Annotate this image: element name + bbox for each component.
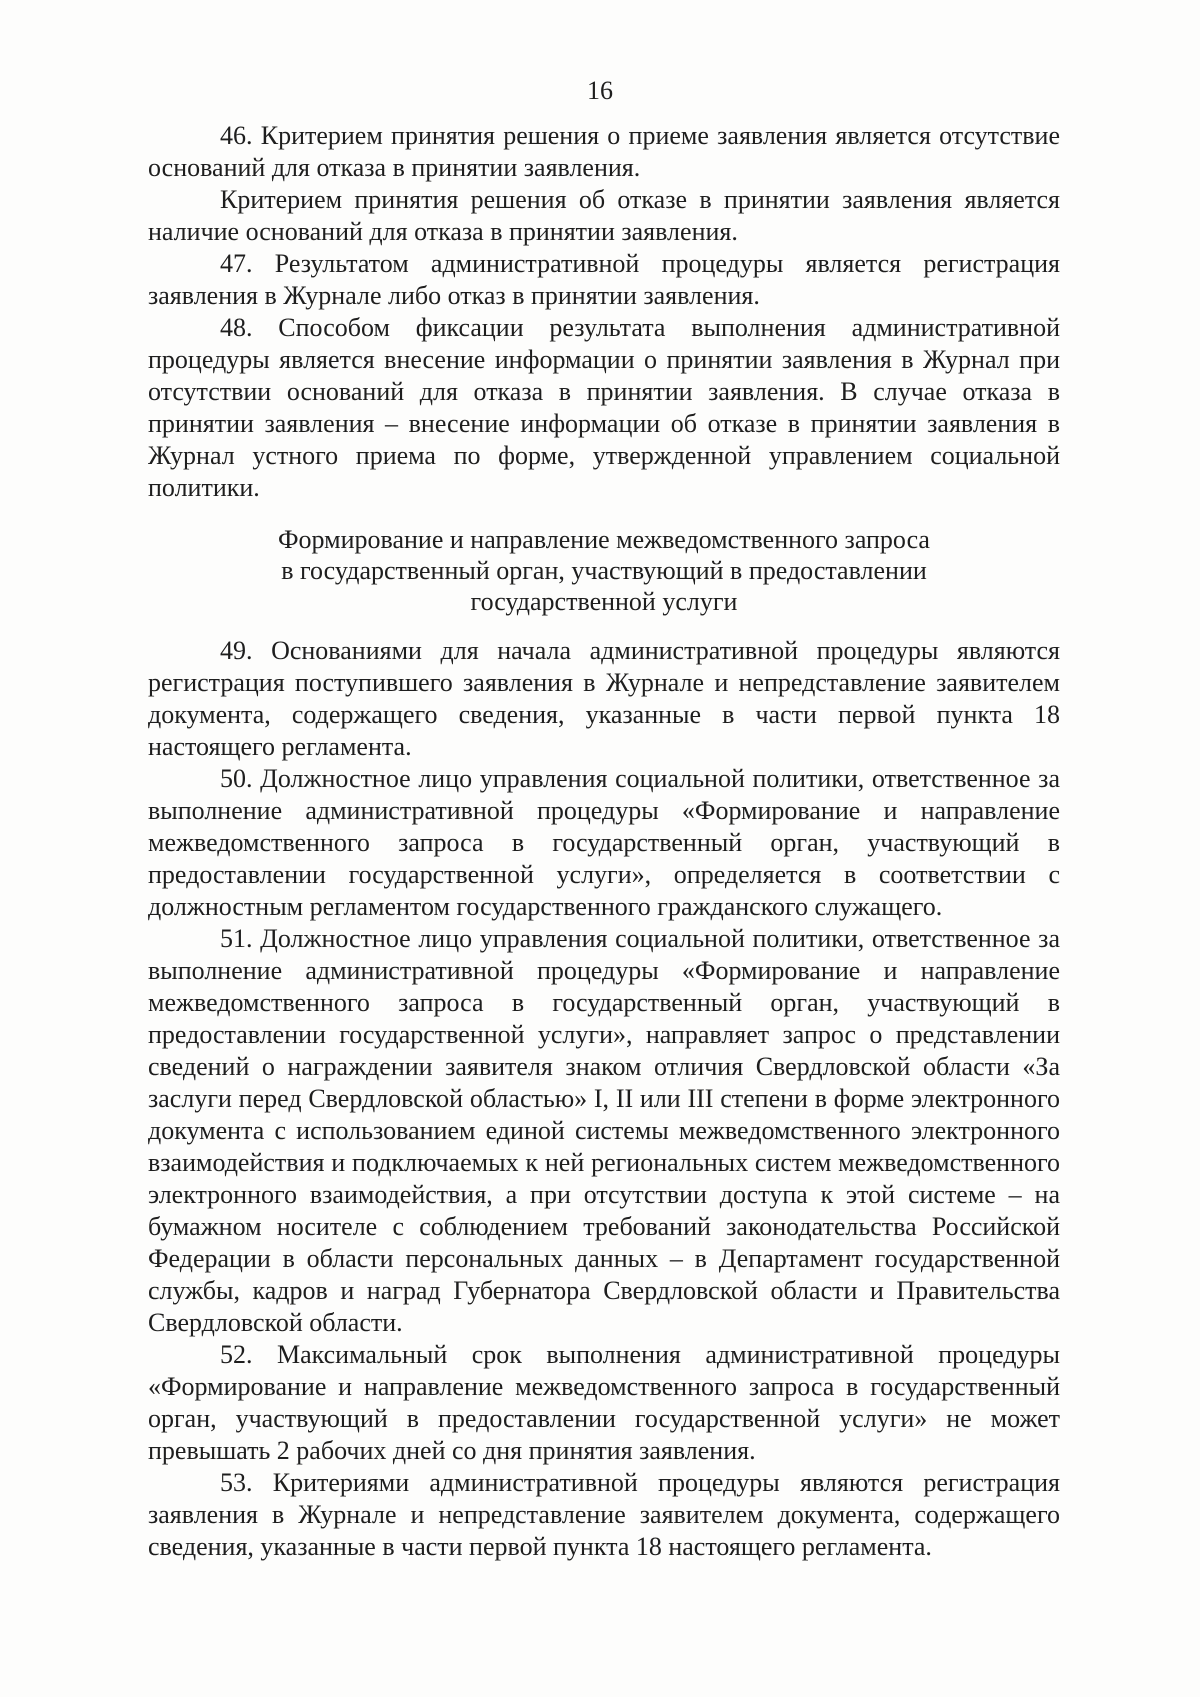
paragraph-48: 48. Способом фиксации результата выполнения административной процедуры является внесение информации о принятии заявления в Журнал при отсутствии оснований для отказа в принятии заявления. В случае отказа в принятии заявления – внесение информации об отказе в принятии заявления в Журнал устного приема по форме, утвержденной управлением социальной политики. xyxy=(148,313,1060,502)
document-body xyxy=(148,120,1060,1563)
section-heading-line-3: государственной услуги xyxy=(470,587,738,616)
paragraph-50: 50. Должностное лицо управления социальной политики, ответственное за выполнение административной процедуры «Формирование и направление межведомственного запроса в государственный орган, участвующий в предоставлении государственной услуги», определяется в соответствии с должностным регламентом государственного гражданского служащего. xyxy=(148,764,1060,921)
paragraph-group-bottom xyxy=(148,635,1060,1563)
paragraph-46: 46. Критерием принятия решения о приеме заявления является отсутствие оснований для отказа в принятии заявления. xyxy=(148,121,1060,182)
paragraph-52: 52. Максимальный срок выполнения административной процедуры «Формирование и направление межведомственного запроса в государственный орган, участвующий в предоставлении государственной услуги» не может превышать 2 рабочих дней со дня принятия заявления. xyxy=(148,1340,1060,1465)
section-heading-line-1: Формирование и направление межведомственного запроса xyxy=(278,525,930,554)
paragraph-49: 49. Основаниями для начала административной процедуры являются регистрация поступившего заявления в Журнале и непредставление заявителем документа, содержащего сведения, указанные в части первой пункта 18 настоящего регламента. xyxy=(148,636,1060,761)
paragraph-group-top xyxy=(148,120,1060,504)
paragraph-47: 47. Результатом административной процедуры является регистрация заявления в Журнале либо отказ в принятии заявления. xyxy=(148,249,1060,310)
paragraph-53: 53. Критериями административной процедуры являются регистрация заявления в Журнале и непредставление заявителем документа, содержащего сведения, указанные в части первой пункта 18 настоящего регламента. xyxy=(148,1468,1060,1561)
page-number: 16 xyxy=(587,76,613,105)
section-heading xyxy=(148,524,1060,617)
paragraph-51: 51. Должностное лицо управления социальной политики, ответственное за выполнение административной процедуры «Формирование и направление межведомственного запроса в государственный орган, участвующий в предоставлении государственной услуги», направляет запрос о представлении сведений о награждении заявителя знаком отличия Свердловской области «За заслуги перед Свердловской областью» I, II или III степени в форме электронного документа с использованием единой системы межведомственного электронного взаимодействия и подключаемых к ней региональных систем межведомственного электронного взаимодействия, а при отсутствии доступа к этой системе – на бумажном носителе с соблюдением требований законодательства Российской Федерации в области персональных данных – в Департамент государственной службы, кадров и наград Губернатора Свердловской области и Правительства Свердловской области. xyxy=(148,924,1060,1337)
section-heading-line-2: в государственный орган, участвующий в предоставлении xyxy=(281,556,927,585)
paragraph-46-criterion-refusal: Критерием принятия решения об отказе в принятии заявления является наличие оснований для отказа в принятии заявления. xyxy=(148,185,1060,246)
